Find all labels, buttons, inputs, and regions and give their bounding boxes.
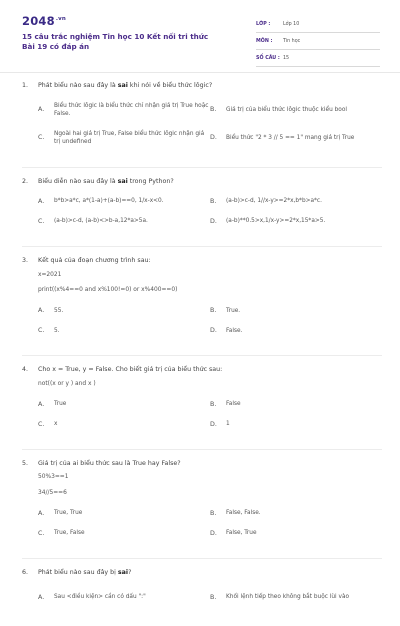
option-letter: B. xyxy=(210,106,217,114)
answer-option-b[interactable] xyxy=(210,508,382,520)
question-text-pre: Phát biểu nào sau đây bị xyxy=(38,569,118,577)
option-letter: B. xyxy=(210,593,217,601)
question-separator xyxy=(22,449,382,450)
question-separator xyxy=(22,558,382,559)
option-letter: D. xyxy=(210,217,217,225)
logo-text: 2048 xyxy=(22,14,55,28)
option-letter: B. xyxy=(210,400,217,408)
question-text xyxy=(38,178,382,187)
option-text: 1 xyxy=(226,421,230,427)
question-4 xyxy=(22,366,382,438)
question-separator xyxy=(22,167,382,168)
option-text: (a-b)>c-d, (a-b)<>b-a,12*a>5a. xyxy=(54,218,148,225)
answer-option-c[interactable] xyxy=(38,419,210,431)
option-text: (a-b)>c-d, 1//x-y>=2*x,b*b>a*c. xyxy=(226,198,322,205)
option-letter: A. xyxy=(38,307,45,315)
answer-option-a[interactable] xyxy=(38,508,210,520)
option-text: False, True xyxy=(226,530,257,537)
question-separator xyxy=(22,246,382,247)
option-text: Giá trị của biểu thức lôgic thuộc kiểu bool xyxy=(226,106,347,113)
question-text-pre: Phát biểu nào sau đây là xyxy=(38,82,118,89)
option-letter: C. xyxy=(38,134,45,142)
option-text: True, False xyxy=(54,530,85,537)
answer-options xyxy=(38,101,382,157)
option-letter: B. xyxy=(210,510,217,518)
question-header xyxy=(22,257,382,266)
option-text: Biểu thức lôgic là biểu thức chỉ nhận giá trị True hoặc False. xyxy=(54,102,209,117)
option-text: 5. xyxy=(54,327,60,334)
question-number: 3. xyxy=(22,257,29,264)
answer-option-a[interactable] xyxy=(38,101,210,121)
option-text: False. xyxy=(226,327,243,334)
option-letter: D. xyxy=(210,134,217,142)
option-letter: A. xyxy=(38,197,45,205)
question-text-post: ? xyxy=(128,569,132,577)
question-number: 5. xyxy=(22,459,29,467)
answer-option-c[interactable] xyxy=(38,528,210,540)
answer-option-d[interactable] xyxy=(210,528,382,540)
meta-row-subject xyxy=(256,35,380,50)
question-text-post: khi nói về biểu thức lôgic? xyxy=(127,82,213,89)
question-header xyxy=(22,460,382,469)
option-letter: B. xyxy=(210,307,217,315)
answer-option-b[interactable] xyxy=(210,196,382,208)
question-emphasis: sai xyxy=(117,177,128,185)
answer-option-b[interactable] xyxy=(210,305,382,317)
code-line: x=2021 xyxy=(38,271,62,278)
option-letter: C. xyxy=(38,217,45,225)
question-header xyxy=(22,178,382,187)
code-line: print((x%4==0 and x%100!=0) or x%400==0) xyxy=(38,287,178,294)
option-letter: D. xyxy=(210,530,217,538)
answer-option-c[interactable] xyxy=(38,325,210,337)
document-header xyxy=(22,14,382,70)
header-divider xyxy=(0,72,400,73)
question-emphasis: sai xyxy=(117,569,129,577)
answer-option-b[interactable] xyxy=(210,399,382,411)
option-text: x xyxy=(54,421,58,427)
question-emphasis: sai xyxy=(117,82,128,89)
answer-option-a[interactable] xyxy=(38,399,210,411)
meta-label: SỐ CÂU : xyxy=(256,55,280,61)
code-line: 34//5==6 xyxy=(38,490,67,497)
answer-options xyxy=(38,399,382,439)
site-logo[interactable] xyxy=(22,14,66,30)
answer-option-c[interactable] xyxy=(38,216,210,228)
option-text: False xyxy=(226,401,241,407)
question-number: 4. xyxy=(22,366,29,374)
option-text: b*b>a*c, a*(1-a)+(a-b)==0, 1/x-x<0. xyxy=(54,198,164,205)
option-letter: A. xyxy=(38,400,45,408)
question-text: Cho x = True, y = False. Cho biết giá trị của biểu thức sau: xyxy=(38,366,223,374)
question-text xyxy=(38,82,382,91)
answer-option-d[interactable] xyxy=(210,325,382,337)
answer-option-b[interactable] xyxy=(210,588,382,608)
option-text: (a-b)**0.5>x,1/x-y>=2*x,15*a>5. xyxy=(226,218,326,225)
option-text: True. xyxy=(226,307,241,314)
question-text xyxy=(38,569,382,578)
page-title: 15 câu trắc nghiệm Tin học 10 Kết nối tri thức Bài 19 có đáp án xyxy=(22,32,209,51)
answer-options xyxy=(38,588,382,616)
option-text: False, False. xyxy=(226,510,261,517)
code-line: not((x or y ) and x ) xyxy=(38,380,96,387)
meta-row-class xyxy=(256,18,380,33)
option-text: Sau <điều kiện> cần có dấu ":" xyxy=(54,593,146,600)
question-text-pre: Biểu diễn nào sau đây là xyxy=(38,177,118,185)
question-text: Kết quả của đoạn chương trình sau: xyxy=(38,257,151,264)
meta-value: Tin học xyxy=(283,38,301,44)
option-text: Biểu thức "2 * 3 // 5 == 1" mang giá trị True xyxy=(226,134,355,141)
question-header xyxy=(22,569,382,578)
option-letter: C. xyxy=(38,530,45,538)
answer-option-a[interactable] xyxy=(38,196,210,208)
question-text: Giá trị của ai biểu thức sau là True hay False? xyxy=(38,459,181,467)
meta-info xyxy=(256,18,380,69)
answer-option-d[interactable] xyxy=(210,216,382,228)
answer-option-a[interactable] xyxy=(38,588,210,608)
option-letter: D. xyxy=(210,327,217,335)
question-2 xyxy=(22,178,382,237)
code-line: 50%3==1 xyxy=(38,474,69,481)
logo-suffix: .vn xyxy=(55,16,67,23)
answer-options xyxy=(38,305,382,345)
option-text: True xyxy=(54,401,67,407)
question-header xyxy=(22,366,382,375)
option-letter: A. xyxy=(38,593,45,601)
meta-label: LỚP : xyxy=(256,21,271,27)
question-header xyxy=(22,82,382,91)
question-separator xyxy=(22,355,382,356)
question-number: 1. xyxy=(22,82,29,89)
question-number: 6. xyxy=(22,569,29,577)
option-text: Ngoài hai giá trị True, False biểu thức lôgic nhận giá trị undefined xyxy=(54,130,205,145)
meta-row-count xyxy=(256,52,380,67)
meta-value: 15 xyxy=(283,55,290,61)
option-letter: B. xyxy=(210,197,217,205)
option-text: 55. xyxy=(54,307,64,314)
option-text: True, True xyxy=(54,510,83,517)
meta-value: Lớp 10 xyxy=(283,21,300,27)
answer-options xyxy=(38,196,382,236)
question-1 xyxy=(22,82,382,157)
option-letter: C. xyxy=(38,327,45,335)
answer-option-a[interactable] xyxy=(38,305,210,317)
question-number: 2. xyxy=(22,177,29,185)
question-3 xyxy=(22,257,382,345)
answer-option-b[interactable] xyxy=(210,101,382,121)
option-letter: A. xyxy=(38,106,45,114)
option-letter: A. xyxy=(38,510,45,518)
question-text-post: trong Python? xyxy=(127,177,174,185)
answer-option-d[interactable] xyxy=(210,129,382,149)
option-text: Khối lệnh tiếp theo không bắt buộc lùi vào xyxy=(226,593,350,600)
meta-label: MÔN : xyxy=(256,38,273,44)
question-list xyxy=(22,82,382,626)
answer-option-c[interactable] xyxy=(38,129,210,149)
question-6 xyxy=(22,569,382,616)
option-letter: D. xyxy=(210,420,217,428)
answer-option-d[interactable] xyxy=(210,419,382,431)
answer-options xyxy=(38,508,382,548)
option-letter: C. xyxy=(38,420,45,428)
question-5 xyxy=(22,460,382,548)
